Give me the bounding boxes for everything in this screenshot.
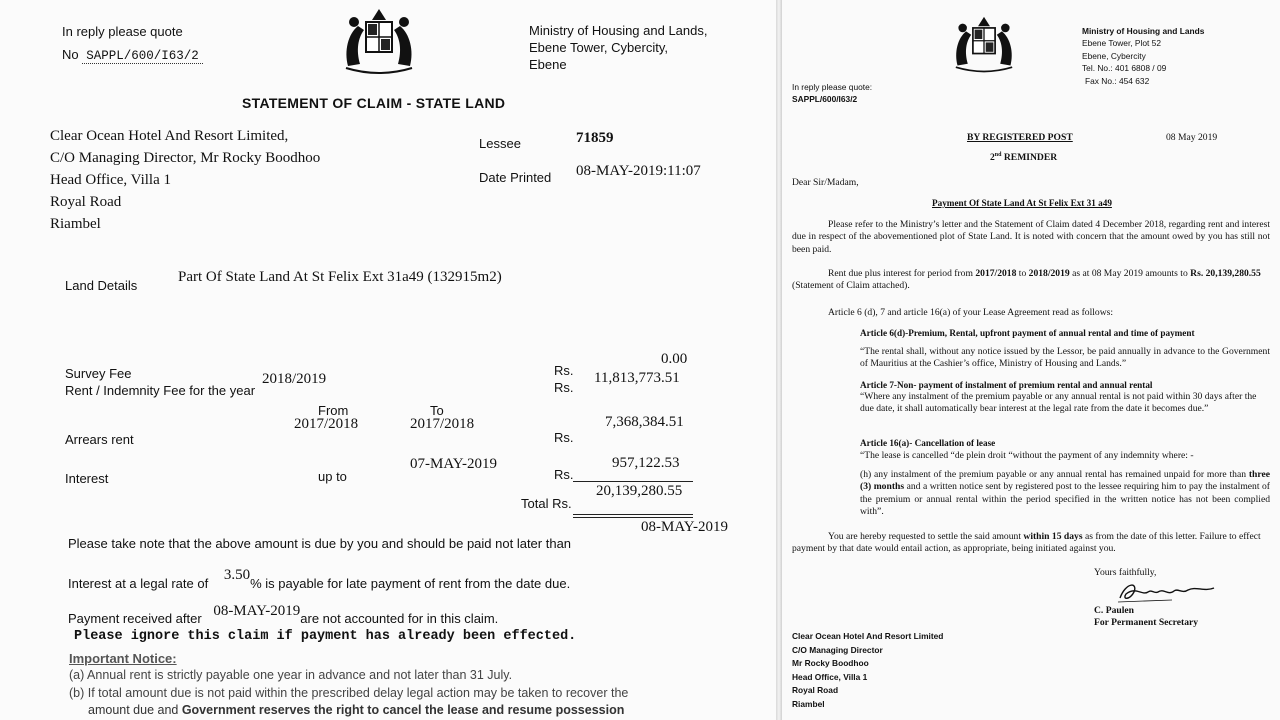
statement-title: STATEMENT OF CLAIM - STATE LAND [242, 95, 506, 111]
ministry-line: Ebene, Cybercity [1082, 50, 1146, 61]
reminder-suffix: nd [994, 152, 1002, 158]
reminder-heading [990, 149, 1057, 164]
ministry-address [529, 22, 707, 73]
letter-date: 08 May 2019 [1166, 132, 1218, 143]
salutation: Dear Sir/Madam, [792, 177, 859, 188]
reminder-word: REMINDER [1001, 152, 1058, 164]
addressee-block [792, 630, 943, 711]
article-16-text: “The lease is cancelled “de plein droit “without the payment of any indemnity where: - [860, 450, 1194, 461]
rs-label: Rs. [554, 430, 574, 445]
addressee-line: Clear Ocean Hotel And Resort Limited, [50, 128, 289, 144]
reply-quote-label: In reply please quote: [792, 82, 873, 92]
interest-date: 07-MAY-2019 [410, 456, 497, 472]
rent-label: Rent / Indemnity Fee for the year [65, 383, 256, 398]
survey-fee-label: Survey Fee [65, 366, 132, 381]
rs-label: Rs. [554, 467, 574, 482]
coat-of-arms-logo [949, 12, 1019, 78]
para2-suffix: (Statement of Claim attached). [792, 280, 910, 292]
lessee-value: 71859 [576, 130, 614, 146]
ministry-address [1082, 25, 1204, 87]
addressee-line: Mr Rocky Boodhoo [792, 658, 869, 668]
ministry-line: Ebene Tower, Plot 52 [1082, 38, 1161, 49]
clause-h-suffix: and a written notice sent by registered post to the lessee requiring him to pay the instalment of the premium or annual rental within the period specified in the written notice has not been complied with”. [860, 481, 1270, 517]
interest-value: 957,122.53 [612, 455, 680, 471]
rs-label: Rs. [554, 363, 574, 378]
interest-rate-line [68, 567, 571, 593]
interest-rate-prefix: Interest at a legal rate of [68, 576, 209, 591]
coat-of-arms-logo [338, 6, 420, 78]
closing: Yours faithfully, [1094, 567, 1157, 578]
addressee-line: Head Office, Villa 1 [50, 172, 172, 188]
ignore-notice: Please ignore this claim if payment has already been effected. [74, 629, 577, 644]
no-label: No [62, 47, 79, 62]
addressee-line: C/O Managing Director, Mr Rocky Boodhoo [50, 150, 321, 166]
para2-from: 2017/2018 [975, 268, 1017, 279]
rs-label: Rs. [554, 380, 574, 395]
reference-no [62, 47, 203, 63]
payment-after-suffix: are not accounted for in this claim. [300, 611, 499, 626]
land-details-value: Part Of State Land At St Felix Ext 31a49 (132915m2) [178, 269, 502, 285]
arrears-label: Arrears rent [65, 432, 134, 447]
signature-icon [1112, 578, 1222, 608]
reference-number: SAPPL/600/I63/2 [792, 94, 858, 104]
addressee-line: Riambel [792, 698, 825, 709]
addressee-line: Royal Road [50, 194, 122, 210]
arrears-value: 7,368,384.51 [605, 414, 684, 430]
notice-b-prefix: amount due and [88, 703, 182, 717]
clause-h-prefix: (h) any instalment of the premium payable or any annual rental has remained unpaid for more than [860, 469, 1249, 480]
article-7-title: Article 7-Non- payment of instalment of premium rental and annual rental [860, 380, 1153, 390]
para2-prefix: Rent due plus interest for period from [828, 268, 976, 279]
addressee-block [50, 125, 320, 235]
signatory-title: For Permanent Secretary [1094, 617, 1199, 628]
rent-year: 2018/2019 [262, 371, 327, 387]
ministry-line: Ebene [529, 57, 567, 72]
letter-subject: Payment Of State Land At St Felix Ext 31 a49 [932, 198, 1112, 208]
due-date: 08-MAY-2019 [641, 519, 728, 535]
land-details-label: Land Details [65, 278, 138, 293]
notice-a: (a) Annual rent is strictly payable one year in advance and not later than 31 July. [69, 668, 513, 682]
total-value: 20,139,280.55 [596, 483, 683, 499]
para2-mid2: as at 08 May 2019 amounts to [1069, 268, 1191, 279]
addressee-line: Riambel [50, 216, 101, 232]
notice-b-line2 [88, 703, 624, 717]
article-7-text: “Where any instalment of the premium payable or any annual rental is not paid within 30 days after the due date, it shall automatically bear interest at the legal rate from the date it becomes due.” [860, 391, 1257, 415]
ministry-line: Ministry of Housing and Lands [1082, 26, 1205, 36]
survey-fee-value: 0.00 [661, 351, 688, 367]
interest-rate-suffix: % is payable for late payment of rent from the date due. [250, 576, 571, 591]
addressee-line: Head Office, Villa 1 [792, 671, 868, 682]
up-to-label: up to [318, 469, 347, 484]
arrears-from: 2017/2018 [294, 416, 359, 432]
article-16-title: Article 16(a)- Cancellation of lease [860, 438, 996, 448]
para4-bold: within 15 days [1023, 531, 1083, 542]
article-6-text: “The rental shall, without any notice issued by the Lessor, be paid annually in advance to the Government of Mauritius at the Cashier’s office, Ministry of Housing and Lands.” [860, 346, 1270, 370]
paragraph-1: Please refer to the Ministry’s letter and the Statement of Claim dated 4 December 2018, regarding rent and interest due in respect of the abovementioned plot of State Land. It is noted with concern that the amount owed by you has still not been paid. [792, 219, 1270, 255]
article-16-clause-h [860, 469, 1270, 518]
reminder-letter-document [782, 0, 1280, 720]
payment-after-line [68, 603, 499, 628]
notice-b-bold: Government reserves the right to cancel the lease and resume possession [181, 703, 625, 717]
to-label: To [430, 403, 444, 418]
addressee-line: Clear Ocean Hotel And Resort Limited [792, 631, 944, 641]
date-printed-value: 08-MAY-2019:11:07 [576, 163, 701, 179]
interest-rate-value: 3.50 [223, 567, 251, 583]
paragraph-2 [792, 268, 1270, 293]
payment-after-prefix: Payment received after [68, 611, 202, 626]
arrears-to: 2017/2018 [410, 416, 475, 432]
payment-after-date: 08-MAY-2019 [213, 603, 301, 619]
date-printed-label: Date Printed [479, 170, 552, 185]
from-label: From [318, 403, 349, 418]
by-registered-post: BY REGISTERED POST [967, 132, 1073, 143]
addressee-line: Royal Road [792, 685, 839, 695]
addressee-line: C/O Managing Director [792, 644, 883, 655]
paragraph-4 [792, 531, 1270, 556]
subtotal-rule [573, 481, 693, 482]
ministry-line: Fax No.: 454 632 [1085, 75, 1150, 86]
total-rule-double [573, 517, 693, 518]
total-rule [573, 514, 693, 515]
para4-prefix: You are hereby requested to settle the said amount [828, 531, 1024, 542]
reply-quote-label: In reply please quote [62, 24, 183, 39]
para2-to: 2018/2019 [1028, 268, 1070, 279]
article-6-title: Article 6(d)-Premium, Rental, upfront payment of annual rental and time of payment [860, 328, 1195, 338]
ministry-line: Ebene Tower, Cybercity, [529, 40, 668, 55]
ministry-line: Ministry of Housing and Lands, [529, 23, 708, 38]
para2-mid: to [1016, 268, 1029, 279]
important-notice-label: Important Notice: [69, 651, 177, 666]
para2-amount: Rs. 20,139,280.55 [1190, 268, 1261, 279]
signatory-name: C. Paulen [1094, 605, 1134, 616]
due-text: Please take note that the above amount is due by you and should be paid not later than [68, 536, 572, 551]
rent-value: 11,813,773.51 [594, 370, 680, 386]
total-label: Total Rs. [521, 496, 572, 511]
para4-suffix: as from the date of this letter. Failure to effect payment by that date would entail action, as appropriate, being initiated against you. [792, 531, 1261, 555]
notice-b-line1: (b) If total amount due is not paid within the prescribed delay legal action may be taken to recover the [69, 686, 629, 700]
ministry-line: Tel. No.: 401 6808 / 09 [1082, 63, 1167, 74]
interest-label: Interest [65, 471, 109, 486]
clause-h-bold: three (3) months [860, 469, 1270, 493]
paragraph-3: Article 6 (d), 7 and article 16(a) of your Lease Agreement read as follows: [828, 307, 1114, 318]
lessee-label: Lessee [479, 136, 521, 151]
reminder-number: 2 [990, 152, 995, 164]
reference-number: SAPPL/600/I63/2 [82, 49, 203, 64]
